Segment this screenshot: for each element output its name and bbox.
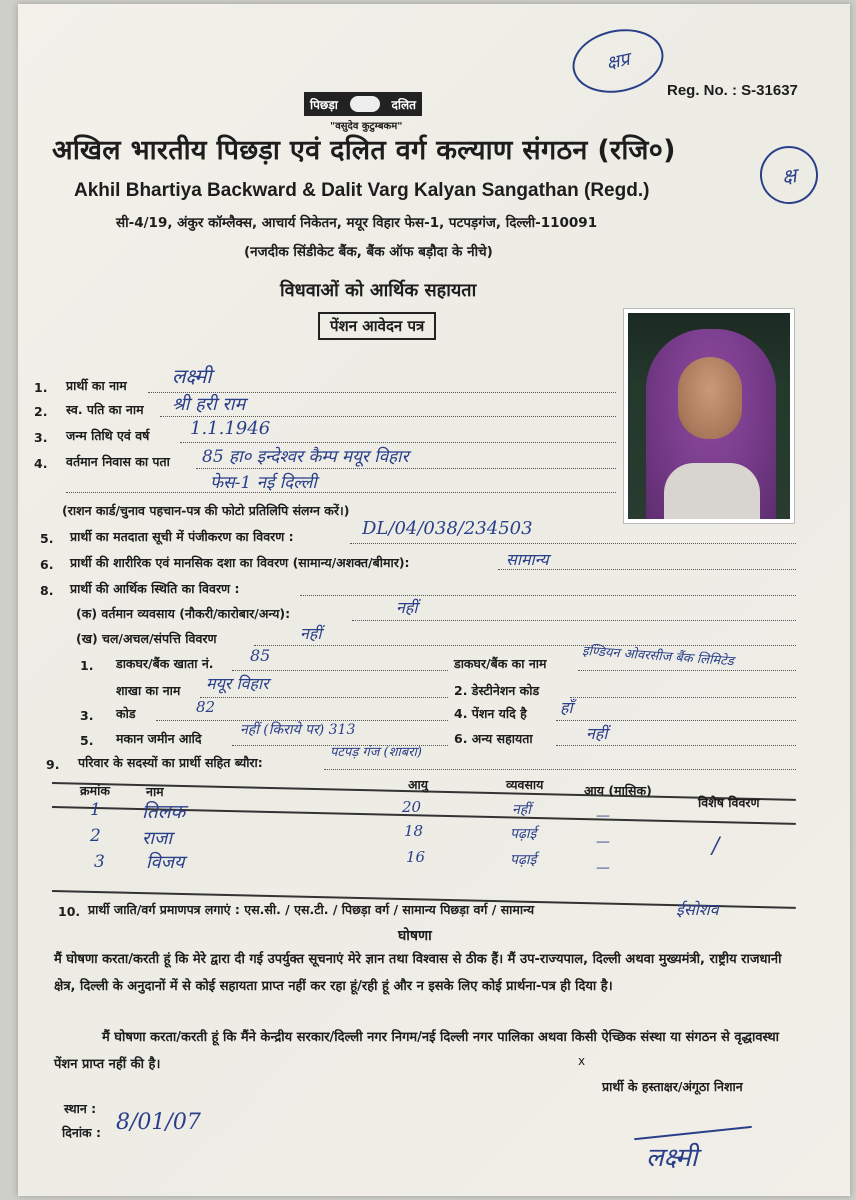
handshake-icon: [350, 96, 380, 112]
table-row-1-age: 20: [402, 798, 422, 816]
f5-line: [350, 543, 796, 544]
date-value: 8/01/07: [116, 1110, 201, 1135]
th-serial: क्रमांक: [80, 783, 110, 798]
table-row-2-income: —: [596, 834, 610, 850]
b5r-label: 6. अन्य सहायता: [454, 731, 533, 746]
date-label: दिनांक :: [62, 1125, 102, 1140]
b5-label: मकान जमीन आदि: [116, 731, 202, 746]
table-row-1-serial: 1: [90, 800, 101, 820]
b3-label: कोड: [116, 706, 136, 721]
th-income: आय (मासिक): [584, 783, 652, 798]
f4-line1: [196, 468, 616, 469]
table-row-2-name: राजा: [142, 828, 173, 849]
place-label: स्थान :: [64, 1101, 97, 1116]
th-name: नाम: [146, 784, 164, 799]
f1-value: लक्ष्मी: [172, 364, 212, 388]
f4-line2: [66, 492, 616, 493]
f3-value: 1.1.1946: [190, 418, 271, 439]
th-remarks: विशेष विवरण: [698, 795, 760, 810]
b3r-label: 4. पेंशन यदि है: [454, 706, 527, 721]
org-address: सी-4/19, अंकुर कॉम्लैक्स, आचार्य निकेतन, मयूर विहार फेस-1, पटपड़गंज, दिल्ली-110091: [116, 215, 598, 231]
f8a-value: नहीं: [396, 598, 418, 617]
b5-num: 5.: [80, 733, 94, 748]
declaration-para-1: मैं घोषणा करता/करती हूं कि मेरे द्वारा दी गई उपर्युक्त सूचनाएं मेरे ज्ञान तथा विश्वास से ठीक हैं। मैं उप-राज्यपाल, दिल्ली अथवा मुख्यमंत्री, राष्ट्रीय राजधानी क्षेत्र, दिल्ली के अनुदानों में से कोई सहायता प्राप्त नहीं कर रहा हूं/रही हूं और न इसके लिए कोई प्रार्थना-पत्र ही दिया है।: [54, 952, 782, 994]
logo-left-text: पिछड़ा: [310, 97, 338, 112]
f8b-label: (ख) चल/अचल/संपत्ति विवरण: [76, 631, 217, 646]
photo-image: [628, 313, 790, 519]
f3-line: [180, 442, 616, 443]
f6-label: प्रार्थी की शारीरिक एवं मानसिक दशा का विवरण (सामान्य/अशक्त/बीमार):: [70, 555, 410, 570]
b5r-value: नहीं: [586, 724, 608, 743]
photo-shirt: [664, 463, 760, 519]
org-name-english: Akhil Bhartiya Backward & Dalit Varg Kalyan Sangathan (Regd.): [74, 180, 650, 201]
b1-label: डाकघर/बैंक खाता नं.: [116, 656, 214, 671]
f4-value1: 85 हा० इन्देश्वर कैम्प मयूर विहार: [202, 447, 409, 467]
f8b-value: नहीं: [300, 624, 322, 643]
b1-num: 1.: [80, 658, 94, 673]
b3r-value: हाँ: [560, 698, 573, 717]
scheme-title: विधवाओं को आर्थिक सहायता: [280, 280, 477, 301]
ration-note: (राशन कार्ड/चुनाव पहचान-पत्र की फोटो प्रतिलिपि संलग्न करें।): [62, 503, 350, 518]
side-stamp-text: क्ष: [780, 162, 798, 189]
f1-num: 1.: [34, 380, 48, 395]
table-row-1-occupation: नहीं: [512, 802, 531, 818]
f5-num: 5.: [40, 531, 54, 546]
f2-num: 2.: [34, 404, 48, 419]
table-row-2-occupation: पढ़ाई: [510, 826, 537, 842]
b3-value: 82: [196, 698, 216, 716]
b1-value: 85: [250, 646, 271, 665]
table-row-1-name: तिलक: [142, 801, 186, 823]
table-row-3-occupation: पढ़ाई: [510, 852, 537, 868]
applicant-photo: [623, 308, 795, 524]
applicant-signature: लक्ष्मी: [646, 1143, 698, 1173]
table-row-3-age: 16: [406, 848, 426, 866]
f4-label: वर्तमान निवास का पता: [66, 454, 170, 469]
table-row-3-name: विजय: [146, 852, 185, 873]
b5-value: नहीं (किराये पर) 313: [240, 722, 356, 738]
b1r-label: डाकघर/बैंक का नाम: [454, 656, 547, 671]
th-age: आयु: [408, 777, 429, 792]
table-row-2-remarks: /: [712, 834, 720, 859]
b1-line: [232, 670, 448, 671]
f8a-label: (क) वर्तमान व्यवसाय (नौकरी/कारोबार/अन्य):: [76, 606, 291, 621]
f2-label: स्व. पति का नाम: [66, 402, 144, 417]
f9-num: 9.: [46, 757, 60, 772]
f10-value: ईसोशव: [676, 900, 719, 919]
reg-no: Reg. No. : S-31637: [667, 82, 798, 99]
b5r-line: [556, 745, 796, 746]
f8-num: 8.: [40, 583, 54, 598]
b3r-line: [556, 720, 796, 721]
b1r-line: [578, 670, 796, 671]
f6-value: सामान्य: [506, 550, 549, 569]
logo-motto: "वसुदेव कुटुम्बकम": [330, 121, 403, 132]
b2-line: [200, 697, 448, 698]
f3-num: 3.: [34, 430, 48, 445]
b1r-value: इण्डियन ओवरसीज बैंक लिमिटेड: [581, 643, 735, 670]
table-row-1-income: —: [596, 808, 610, 824]
f8a-line: [352, 620, 796, 621]
logo-right-text: दलित: [391, 97, 416, 112]
table-row-3-income: —: [596, 860, 610, 876]
org-logo: [304, 92, 422, 116]
f2-value: श्री हरी राम: [172, 394, 246, 415]
table-row-3-serial: 3: [94, 852, 105, 872]
org-landmark: (नजदीक सिंडीकेट बैंक, बैंक ऑफ बड़ौदा के नीचे): [244, 244, 493, 260]
f6-num: 6.: [40, 557, 54, 572]
b2r-line: [570, 697, 796, 698]
signature-label: प्रार्थी के हस्ताक्षर/अंगूठा निशान: [602, 1079, 743, 1094]
table-row-2-age: 18: [404, 822, 424, 840]
f1-label: प्रार्थी का नाम: [66, 378, 127, 393]
b3-num: 3.: [80, 708, 94, 723]
b2-label: शाखा का नाम: [116, 683, 181, 698]
declaration-para-2: मैं घोषणा करता/करती हूं कि मैंने केन्द्रीय सरकार/दिल्ली नगर निगम/नई दिल्ली नगर पालिका अथवा किसी ऐच्छिक संस्था या संगठन से वृद्धावस्था पेंशन प्राप्त नहीं की है।: [54, 1030, 780, 1072]
f4-num: 4.: [34, 456, 48, 471]
f10-num: 10.: [58, 904, 81, 919]
th-occupation: व्यवसाय: [506, 777, 544, 792]
f9-value: पटपड़ गंज (शाबरा): [330, 745, 422, 760]
f8b-line: [254, 645, 796, 646]
f4-value2: फेस-1 नई दिल्ली: [210, 473, 317, 493]
f8-line: [300, 595, 796, 596]
stamp-text: क्षप्र: [604, 48, 632, 75]
f9-line: [324, 769, 796, 770]
f5-value: DL/04/038/234503: [362, 518, 533, 539]
f8-label: प्रार्थी की आर्थिक स्थिति का विवरण :: [70, 581, 240, 596]
f2-line: [160, 416, 616, 417]
f3-label: जन्म तिथि एवं वर्ष: [66, 428, 150, 443]
f5-label: प्रार्थी का मतदाता सूची में पंजीकरण का विवरण :: [70, 529, 294, 544]
stray-x-mark: x: [578, 1054, 586, 1068]
form-title: पेंशन आवेदन पत्र: [318, 312, 436, 340]
b2-value: मयूर विहार: [206, 674, 269, 693]
org-name-hindi: अखिल भारतीय पिछड़ा एवं दलित वर्ग कल्याण संगठन (रजि०): [52, 135, 676, 166]
f10-label: प्रार्थी जाति/वर्ग प्रमाणपत्र लगाएं : एस.सी. / एस.टी. / पिछड़ा वर्ग / सामान्य पिछड़ा वर्ग / सामान्य: [88, 902, 535, 917]
f9-label: परिवार के सदस्यों का प्रार्थी सहित ब्यौरा:: [78, 755, 263, 770]
b2r-label: 2. डेस्टीनेशन कोड: [454, 683, 540, 698]
photo-face: [678, 357, 742, 439]
declaration-title: घोषणा: [398, 928, 432, 944]
table-row-2-serial: 2: [90, 826, 101, 846]
